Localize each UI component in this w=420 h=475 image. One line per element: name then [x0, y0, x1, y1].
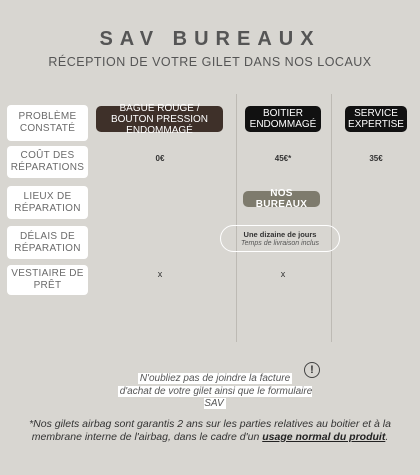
delai-pill [220, 225, 340, 252]
vestiaire-boitier: x [280, 269, 286, 279]
warranty-footnote [8, 418, 412, 444]
row-label-cout: COÛT DES RÉPARATIONS [7, 146, 88, 178]
cost-boitier: 45€* [274, 154, 292, 163]
tag-boitier: BOITIER ENDOMMAGÉ [245, 106, 321, 132]
row-label-vestiaire: VESTIAIRE DE PRÊT [7, 265, 88, 295]
lieu-badge: NOS BUREAUX [243, 191, 320, 207]
page-title: SAV BUREAUX [99, 28, 321, 50]
delai-main: Une dizaine de jours [243, 230, 317, 239]
reminder-line-2: d'achat de votre gilet ainsi que le formulaire SAV [119, 385, 313, 409]
tag-bague-rouge: BAGUE ROUGE / BOUTON PRESSION ENDOMMAGÉ [96, 106, 223, 132]
cost-bague: 0€ [155, 154, 165, 163]
reminder-note [115, 373, 315, 411]
tag-service-expertise: SERVICE EXPERTISE [345, 106, 407, 132]
footnote-text: *Nos gilets airbag sont garantis 2 ans sur les parties relatives au boitier et à la membrane interne de l'airbag, dans le cadre d'un [29, 418, 391, 443]
column-divider [236, 94, 237, 342]
warning-icon: ! [304, 362, 320, 378]
delai-sub: Temps de livraison inclus [241, 240, 319, 247]
page-subtitle: RÉCEPTION DE VOTRE GILET DANS NOS LOCAUX [48, 55, 372, 69]
reminder-line-1: N'oubliez pas de joindre la facture [139, 373, 291, 384]
cost-expertise: 35€ [369, 154, 383, 163]
vestiaire-bague: x [157, 269, 163, 279]
footnote-end: . [385, 431, 389, 443]
column-divider [331, 94, 332, 342]
row-label-probleme: PROBLÈME CONSTATÉ [7, 105, 88, 141]
row-label-delais: DÉLAIS DE RÉPARATION [7, 226, 88, 259]
row-label-lieux: LIEUX DE RÉPARATION [7, 186, 88, 219]
footnote-emphasis: usage normal du produit [262, 431, 386, 443]
